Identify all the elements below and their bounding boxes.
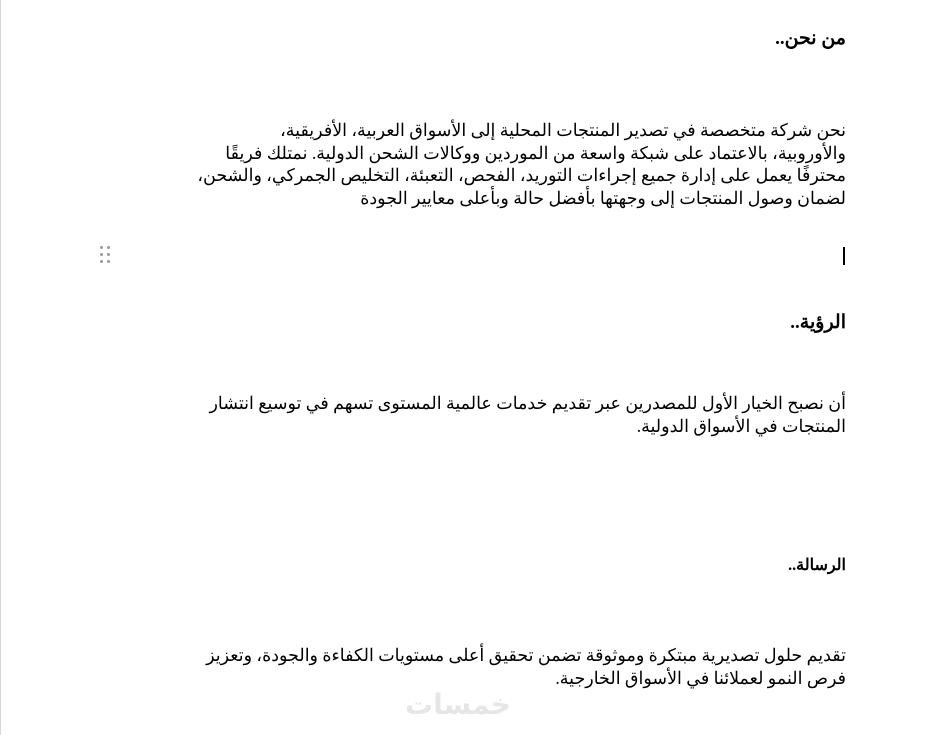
mission-heading: الرسالة..: [788, 557, 846, 574]
drag-handle-icon[interactable]: [100, 246, 110, 266]
vision-line-1: أن نصبح الخيار الأول للمصدرين عبر تقديم خدمات عالمية المستوى تسهم في توسيع انتشار: [209, 393, 846, 413]
about-line-3: محترفًا يعمل على إدارة جميع إجراءات التوريد، الفحص، التعبئة، التخليص الجمركي، والشحن،: [197, 165, 846, 185]
khamsat-watermark: خمسات: [405, 688, 512, 721]
about-line-2: والأوروبية، بالاعتماد على شبكة واسعة من الموردين ووكالات الشحن الدولية. نمتلك فريقًا: [225, 142, 846, 163]
about-paragraph[interactable]: [197, 119, 846, 209]
mission-paragraph[interactable]: [206, 644, 846, 689]
mission-line-2: فرص النمو لعملائنا في الأسواق الخارجية.: [555, 667, 846, 688]
mission-line-1: تقديم حلول تصديرية مبتكرة وموثوقة تضمن تحقيق أعلى مستويات الكفاءة والجودة، وتعزيز: [206, 645, 846, 665]
about-heading: من نحن..: [775, 28, 846, 49]
about-line-1: نحن شركة متخصصة في تصدير المنتجات المحلية إلى الأسواق العربية، الأفريقية،: [280, 120, 846, 140]
vision-heading: الرؤية..: [790, 312, 846, 333]
text-caret: [843, 247, 845, 265]
vision-line-2: المنتجات في الأسواق الدولية.: [636, 415, 846, 436]
vision-paragraph[interactable]: [209, 392, 846, 437]
about-line-4: لضمان وصول المنتجات إلى وجهتها بأفضل حالة وبأعلى معايير الجودة: [360, 187, 846, 208]
